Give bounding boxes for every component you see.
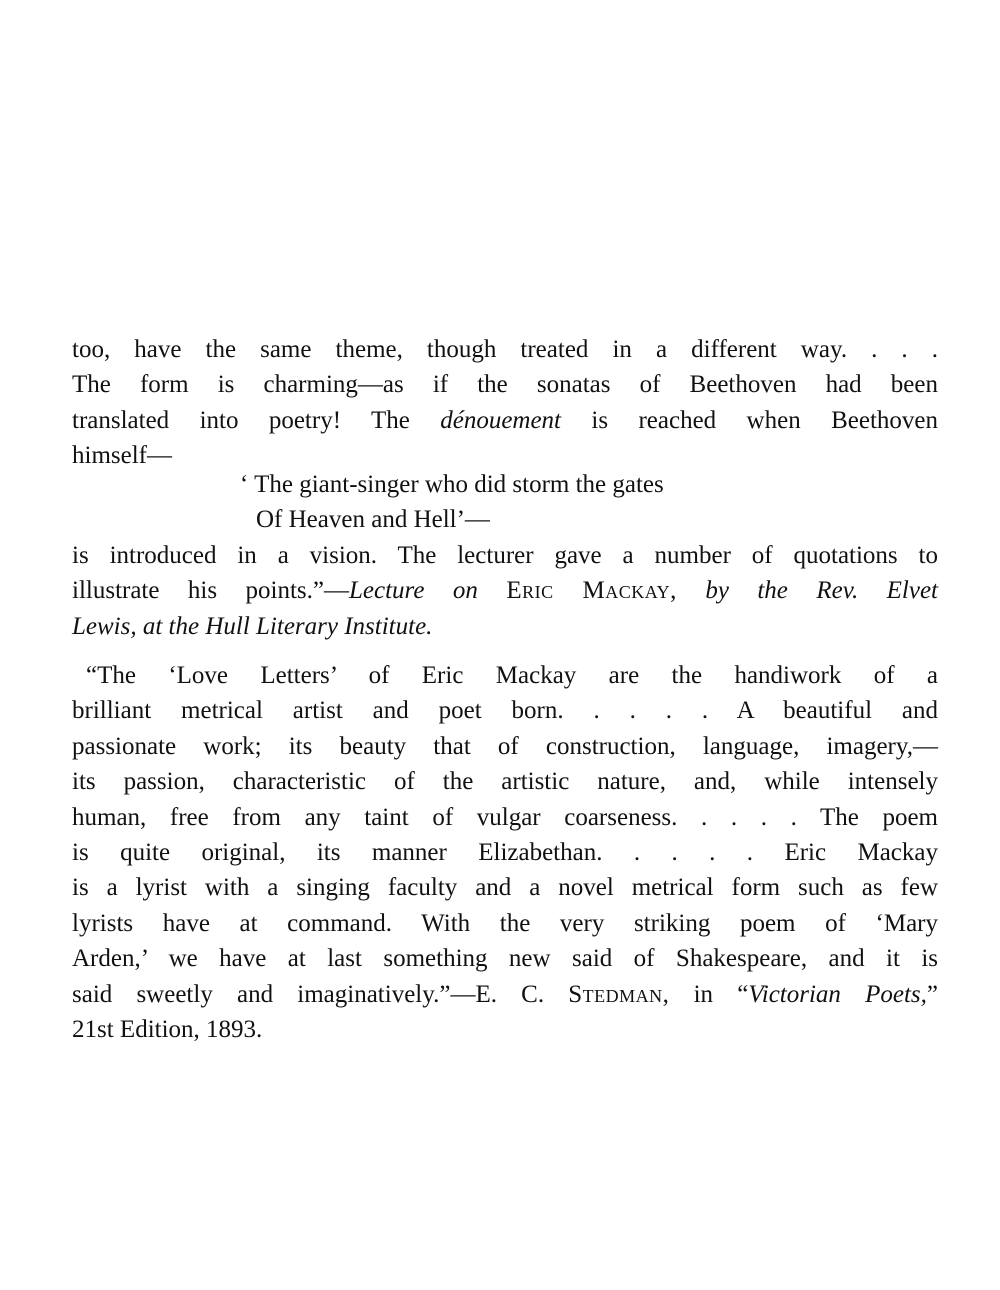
- italic-segment: Lecture on: [349, 577, 507, 605]
- text-line: is introduced in a vision. The lecturer gave a number of quotations to: [72, 542, 938, 569]
- italic-term: dénouement: [440, 406, 562, 434]
- verse-line: ‘ The giant-singer who did storm the gates: [240, 471, 664, 498]
- paragraph-attribution: [72, 538, 938, 644]
- text-segment: translated into poetry! The: [72, 406, 441, 434]
- text-segment: illustrate his points.”—: [72, 577, 349, 605]
- text-line: Arden,’ we have at last something new said of Shakespeare, and it is: [72, 945, 938, 973]
- text-line: brilliant metrical artist and poet born. . . . . A beautiful and: [72, 697, 938, 725]
- text-line: Lewis, at the Hull Literary Institute.: [72, 612, 433, 640]
- text-segment: is reached when Beethoven: [561, 406, 938, 434]
- text-line: passionate work; its beauty that of construction, language, imagery,—: [72, 732, 938, 760]
- text-line: [72, 403, 938, 438]
- text-segment: ”: [926, 980, 938, 1008]
- small-caps-name: Stedman,: [568, 980, 670, 1008]
- text-line: too, have the same theme, though treated in a different way. . . .: [72, 336, 938, 363]
- text-line: is quite original, its manner Elizabethan. . . . . Eric Mackay: [72, 838, 938, 866]
- text-line: its passion, characteristic of the artistic nature, and, while intensely: [72, 768, 938, 796]
- text-line: lyrists have at command. With the very striking poem of ‘Mary: [72, 909, 938, 937]
- small-caps-name: Eric Mackay,: [506, 577, 677, 605]
- text-line: is a lyrist with a singing faculty and a novel metrical form such as few: [72, 874, 938, 902]
- italic-segment: by the Rev. Elvet: [676, 577, 938, 605]
- verse-line: Of Heaven and Hell’—: [256, 506, 490, 534]
- paragraph-continuation: [72, 332, 938, 474]
- verse-quote: [240, 467, 800, 538]
- text-line: [72, 573, 938, 608]
- text-line: himself—: [72, 442, 172, 470]
- text-line: The form is charming—as if the sonatas of Beethoven had been: [72, 371, 938, 399]
- text-segment: in “: [669, 980, 749, 1008]
- text-line: [72, 977, 938, 1012]
- text-segment: said sweetly and imaginatively.”—E. C.: [72, 980, 569, 1008]
- italic-title: Victorian Poets,: [748, 980, 927, 1008]
- text-line: human, free from any taint of vulgar coarseness. . . . . The poem: [72, 803, 938, 831]
- paragraph-review: [72, 658, 938, 1047]
- text-line: 21st Edition, 1893.: [72, 1015, 263, 1043]
- text-line: “The ‘Love Letters’ of Eric Mackay are the handiwork of a: [86, 662, 938, 689]
